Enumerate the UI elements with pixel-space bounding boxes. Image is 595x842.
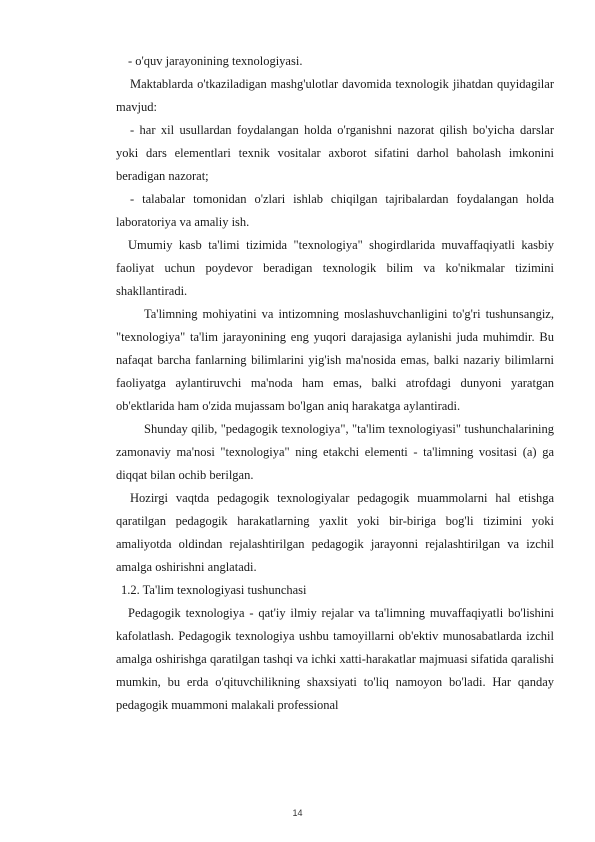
paragraph-school-lessons: Maktablarda o'tkaziladigan mashg'ulotlar davomida texnologik jihatdan quyidagilar mavjud:: [116, 77, 554, 114]
paragraph-pedagogical-technology-concepts: Shunday qilib, "pedagogik texnologiya", "ta'lim texnologiyasi" tushunchalarining zamonaviy ma'nosi "texnologiya" ning etakchi elementi - ta'limning vositasi (a) ga diqqat bilan ochib berilgan.: [116, 422, 554, 482]
paragraph-essence-of-education: Ta'limning mohiyatini va intizomning moslashuvchanligini to'g'ri tushunsangiz, "texnologiya" ta'lim jarayonining eng yuqori darajasiga aylanishi juda muhimdir. Bu nafaqat barcha fanlarning bilimlarini yig'ish ma'nosida emas, balki nazariy bilimlarni faoliyatga aylantiruvchi ma'noda ham emas, balki atrofdagi dunyoni yaratgan ob'ektlarida ham o'zida mujassam bo'lgan aniq harakatga aylantiradi.: [116, 307, 554, 413]
list-item-control-lessons: - har xil usullardan foydalangan holda o'rganishni nazorat qilish bo'yicha darslar yoki dars elementlari texnik vositalar axborot sifatini darhol baholash imkonini beradigan nazorat;: [116, 123, 554, 183]
paragraph-pedagogical-technology-definition: Pedagogik texnologiya - qat'iy ilmiy rejalar va ta'limning muvaffaqiyatli bo'lishini kafolatlash. Pedagogik texnologiya ushbu tamoyillarni ob'ektiv munosabatlarda izchil amalga oshirishga qaratilgan tashqi va ichki xatti-harakatlar majmuasi sifatida qaralishi mumkin, bu erda o'qituvchilikning shaxsiyati to'liq namoyon bo'ladi. Har qanday pedagogik muammoni malakali professional: [116, 606, 554, 712]
list-item-laboratory-work: - talabalar tomonidan o'zlari ishlab chiqilgan tajribalardan foydalangan holda laboratoriya va amaliy ish.: [116, 192, 554, 229]
list-item-process-technology: - o'quv jarayonining texnologiyasi.: [128, 54, 303, 68]
paragraph-current-pedagogical-technologies: Hozirgi vaqtda pedagogik texnologiyalar pedagogik muammolarni hal etishga qaratilgan pedagogik harakatlarning yaxlit yoki bir-biriga bog'li tizimini yoki amaliyotda oldindan rejalashtirilgan pedagogik jarayonni rejalashtirilgan va izchil amalga oshirishni anglatadi.: [116, 491, 554, 574]
page-number: 14: [292, 808, 303, 818]
section-heading: 1.2. Ta'lim texnologiyasi tushunchasi: [121, 583, 307, 597]
paragraph-vocational-education: Umumiy kasb ta'limi tizimida "texnologiya" shogirdlarida muvaffaqiyatli kasbiy faoliyat uchun poydevor beradigan texnologik bilim va ko'nikmalar tizimini shakllantiradi.: [116, 238, 554, 298]
body-text: [116, 50, 554, 717]
